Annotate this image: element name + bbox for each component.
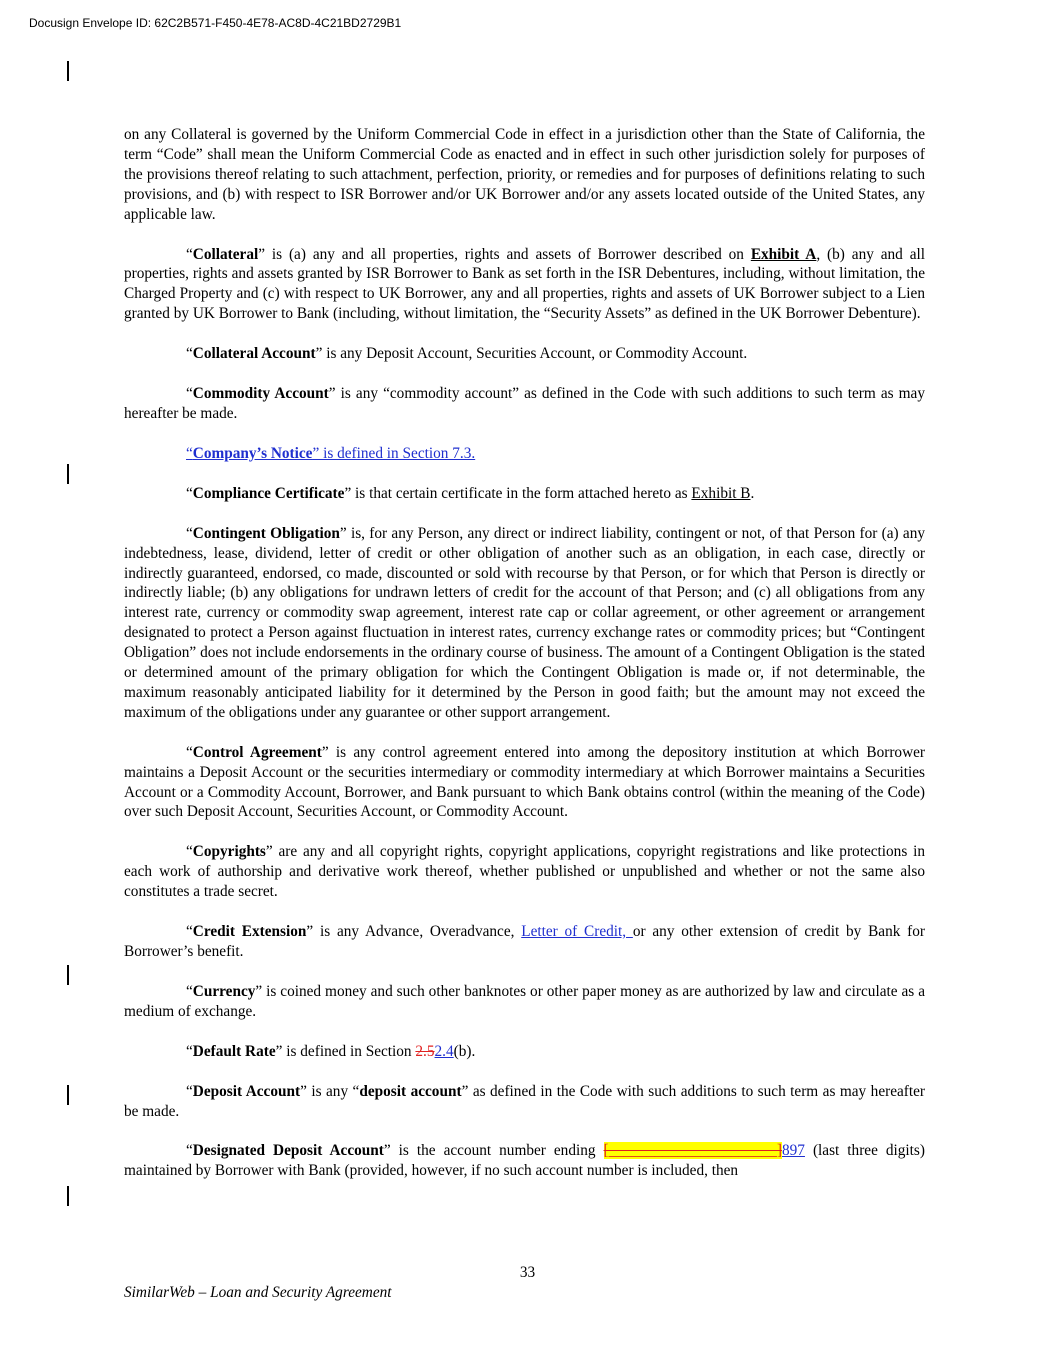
definition-deposit-account: “Deposit Account” is any “deposit account” as defined in the Code with such additions to such term as may hereafter be made. [124,1082,926,1120]
definition-text: ” is coined money and such other banknotes or other paper money as are authorized by law and circulate as a medium of exchange. [124,982,925,1020]
change-bar [67,965,69,985]
definition-text: (last three digits) maintained by Borrower with Bank (provided, however, if no such account number is included, then [124,1142,925,1180]
definition-collateral: “Collateral” is (a) any and all properties, rights and assets of Borrower described on Exhibit A, (b) any and all properties, rights and assets granted by ISR Borrower to Bank as set forth in the ISR Debentures, including, without limitation, the Charged Property and (c) with respect to UK Borrower, any and all properties, rights and assets of UK Borrower subject to a Lien granted by UK Borrower to Bank (including, without limitation, the “Security Assets” as defined in the UK Borrower Debenture). [124,245,925,323]
definition-text: ” as defined in the Code with such additions to such term as may hereafter be made. [124,1082,926,1120]
definition-text: , (b) any and all properties, rights and assets granted by ISR Borrower to Bank as set forth in the ISR Debentures, including, without limitation, the Charged Property and (c) with respect to UK Borrower, any and all properties, rights and assets of UK Borrower subject to a Lien granted by UK Borrower to Bank (including, without limitation, the “Security Assets” as defined in the UK Borrower Debenture). [124,245,925,323]
term: Currency [192,982,256,1000]
definition-text: ” is defined in Section [275,1042,416,1060]
definition-text: ” is the account number ending [383,1142,604,1160]
definition-default-rate: “Default Rate” is defined in Section 2.52.4(b). [186,1042,476,1060]
exhibit-reference: Exhibit B [691,484,751,502]
paragraph-code-continuation: on any Collateral is governed by the Uniform Commercial Code in effect in a jurisdiction other than the State of California, the term “Code” shall mean the Uniform Commercial Code as enacted and in effect in such other jurisdiction solely for purposes of the provisions thereof relating to such attachment, perfection, priority, or remedies and for purposes of definitions relating to such provisions, and (b) with respect to ISR Borrower and/or UK Borrower and/or any assets located outside of the United States, any applicable law. [124,126,925,223]
definition-commodity-account: “Commodity Account” is any “commodity account” as defined in the Code with such additions to such term as may hereafter be made. [124,385,925,422]
inserted-text: Letter of Credit, [521,923,633,941]
term: Collateral [192,245,259,263]
definition-text: ” is any “commodity account” as defined in the Code with such additions to such term as may hereafter be made. [124,385,925,422]
term: Company’s Notice [192,444,313,462]
term: Designated Deposit Account [192,1142,384,1160]
term: Compliance Certificate [192,484,345,502]
definition-text: ” is any Advance, Overadvance, [306,923,522,941]
change-bar [67,1186,69,1206]
change-bar [67,464,69,484]
definition-text: ” is any control agreement entered into among the depository institution at which Borrower maintains a Deposit Account or the securities intermediary or commodity intermediary at which Borrower maintains a Securities Account or a Commodity Account, Borrower, and Bank pursuant to which Bank obtains control (within the meaning of the Code) over such Deposit Account, Securities Account, or Commodity Account. [124,743,925,821]
envelope-id: Docusign Envelope ID: 62C2B571-F450-4E78-AC8D-4C21BD2729B1 [29,16,402,30]
inserted-text: ” is defined in Section 7.3. [312,444,476,462]
deleted-text: 2.5 [415,1042,435,1060]
definition-designated-deposit-account: “Designated Deposit Account” is the account number ending [______________________]897 (last three digits) maintained by Borrower with Bank (provided, however, if no such account number is included, then [124,1142,925,1180]
definition-currency: “Currency” is coined money and such other banknotes or other paper money as are authorized by law and circulate as a medium of exchange. [124,982,925,1020]
term: Collateral Account [192,345,316,363]
definition-credit-extension: “Credit Extension” is any Advance, Overadvance, Letter of Credit, or any other extension of credit by Bank for Borrower’s benefit. [124,923,925,960]
deleted-highlighted-text: [______________________] [603,1142,782,1160]
document-body [124,125,925,1181]
term: Control Agreement [192,743,322,761]
definition-text: ” is any Deposit Account, Securities Account, or Commodity Account. [315,345,748,363]
change-bar [67,61,69,81]
page-number: 33 [519,1264,536,1281]
footer-title: SimilarWeb – Loan and Security Agreement [124,1284,392,1301]
term: Copyrights [192,843,266,861]
term: Commodity Account [192,385,329,403]
change-bar [67,1085,69,1105]
term: Credit Extension [192,923,307,941]
term: Contingent Obligation [192,524,340,542]
definition-text: ” is any “ [300,1082,360,1100]
inserted-text: 897 [782,1142,805,1160]
exhibit-reference: Exhibit A [750,245,817,263]
definition-companys-notice [124,444,925,464]
definition-text: ” is (a) any and all properties, rights and assets of Borrower described on [258,245,751,263]
definition-text: ” are any and all copyright rights, copyright applications, copyright registrations and like protections in each work of authorship and derivative work thereof, whether published or unpublished and whether or not the same also constitutes a trade secret. [124,843,925,901]
inserted-text: “ [186,444,193,462]
term: Default Rate [192,1042,276,1060]
definition-compliance-certificate: “Compliance Certificate” is that certain certificate in the form attached hereto as Exhibit B. [186,484,755,502]
definition-text: . [750,484,755,502]
definition-control-agreement: “Control Agreement” is any control agreement entered into among the depository institution at which Borrower maintains a Deposit Account or the securities intermediary or commodity intermediary at which Borrower maintains a Securities Account or a Commodity Account, Borrower, and Bank pursuant to which Bank obtains control (within the meaning of the Code) over such Deposit Account, Securities Account, or Commodity Account. [124,743,925,821]
inserted-text: 2.4 [434,1042,454,1060]
definition-text: ” is that certain certificate in the form attached hereto as [344,484,692,502]
definition-contingent-obligation: “Contingent Obligation” is, for any Person, any direct or indirect liability, contingent or not, of that Person for (a) any indebtedness, lease, dividend, letter of credit or other obligation of another such as an obligation, in each case, directly or indirectly guaranteed, endorsed, co made, discounted or sold with recourse by that Person, or for which that Person is directly or indirectly liable; (b) any obligations for undrawn letters of credit for the account of that Person; and (c) all obligations from any interest rate, currency or commodity swap agreement, interest rate cap or collar agreement, or other agreement or arrangement designated to protect a Person against fluctuation in interest rates, currency exchange rates or commodity prices; but “Contingent Obligation” does not include endorsements in the ordinary course of business. The amount of a Contingent Obligation is the stated or determined amount of the primary obligation for which the Contingent Obligation is made or, if not determinable, the maximum reasonably anticipated liability for it determined by the Person in good faith; but the amount may not exceed the maximum of the obligations under any guarantee or other support arrangement. [124,524,926,721]
definition-text: (b). [453,1042,476,1060]
definition-collateral-account: “Collateral Account” is any Deposit Account, Securities Account, or Commodity Account. [186,345,748,363]
term: deposit account [359,1082,462,1100]
definition-text: ” is, for any Person, any direct or indirect liability, contingent or not, of that Person for (a) any indebtedness, lease, dividend, letter of credit or other obligation of another such as an obligation, in each case, directly or indirectly guaranteed, endorsed, co made, discounted or sold with recourse by that Person, or for which that Person is directly or indirectly liable; (b) any obligations for undrawn letters of credit for the account of that Person; and (c) all obligations from any interest rate, currency or commodity swap agreement, interest rate cap or collar agreement, or other agreement or arrangement designated to protect a Person against fluctuation in interest rates, currency exchange rates or commodity prices; but “Contingent Obligation” does not include endorsements in the ordinary course of business. The amount of a Contingent Obligation is the stated or determined amount of the primary obligation for which the Contingent Obligation is made or, if not determinable, the maximum reasonably anticipated liability for it determined by the Person in good faith; but the amount may not exceed the maximum of the obligations under any guarantee or other support arrangement. [124,524,926,721]
definition-copyrights: “Copyrights” are any and all copyright rights, copyright applications, copyright registrations and like protections in each work of authorship and derivative work thereof, whether published or unpublished and whether or not the same also constitutes a trade secret. [124,843,925,901]
definition-text: or any other extension of credit by Bank for Borrower’s benefit. [124,923,925,960]
term: Deposit Account [192,1082,301,1100]
